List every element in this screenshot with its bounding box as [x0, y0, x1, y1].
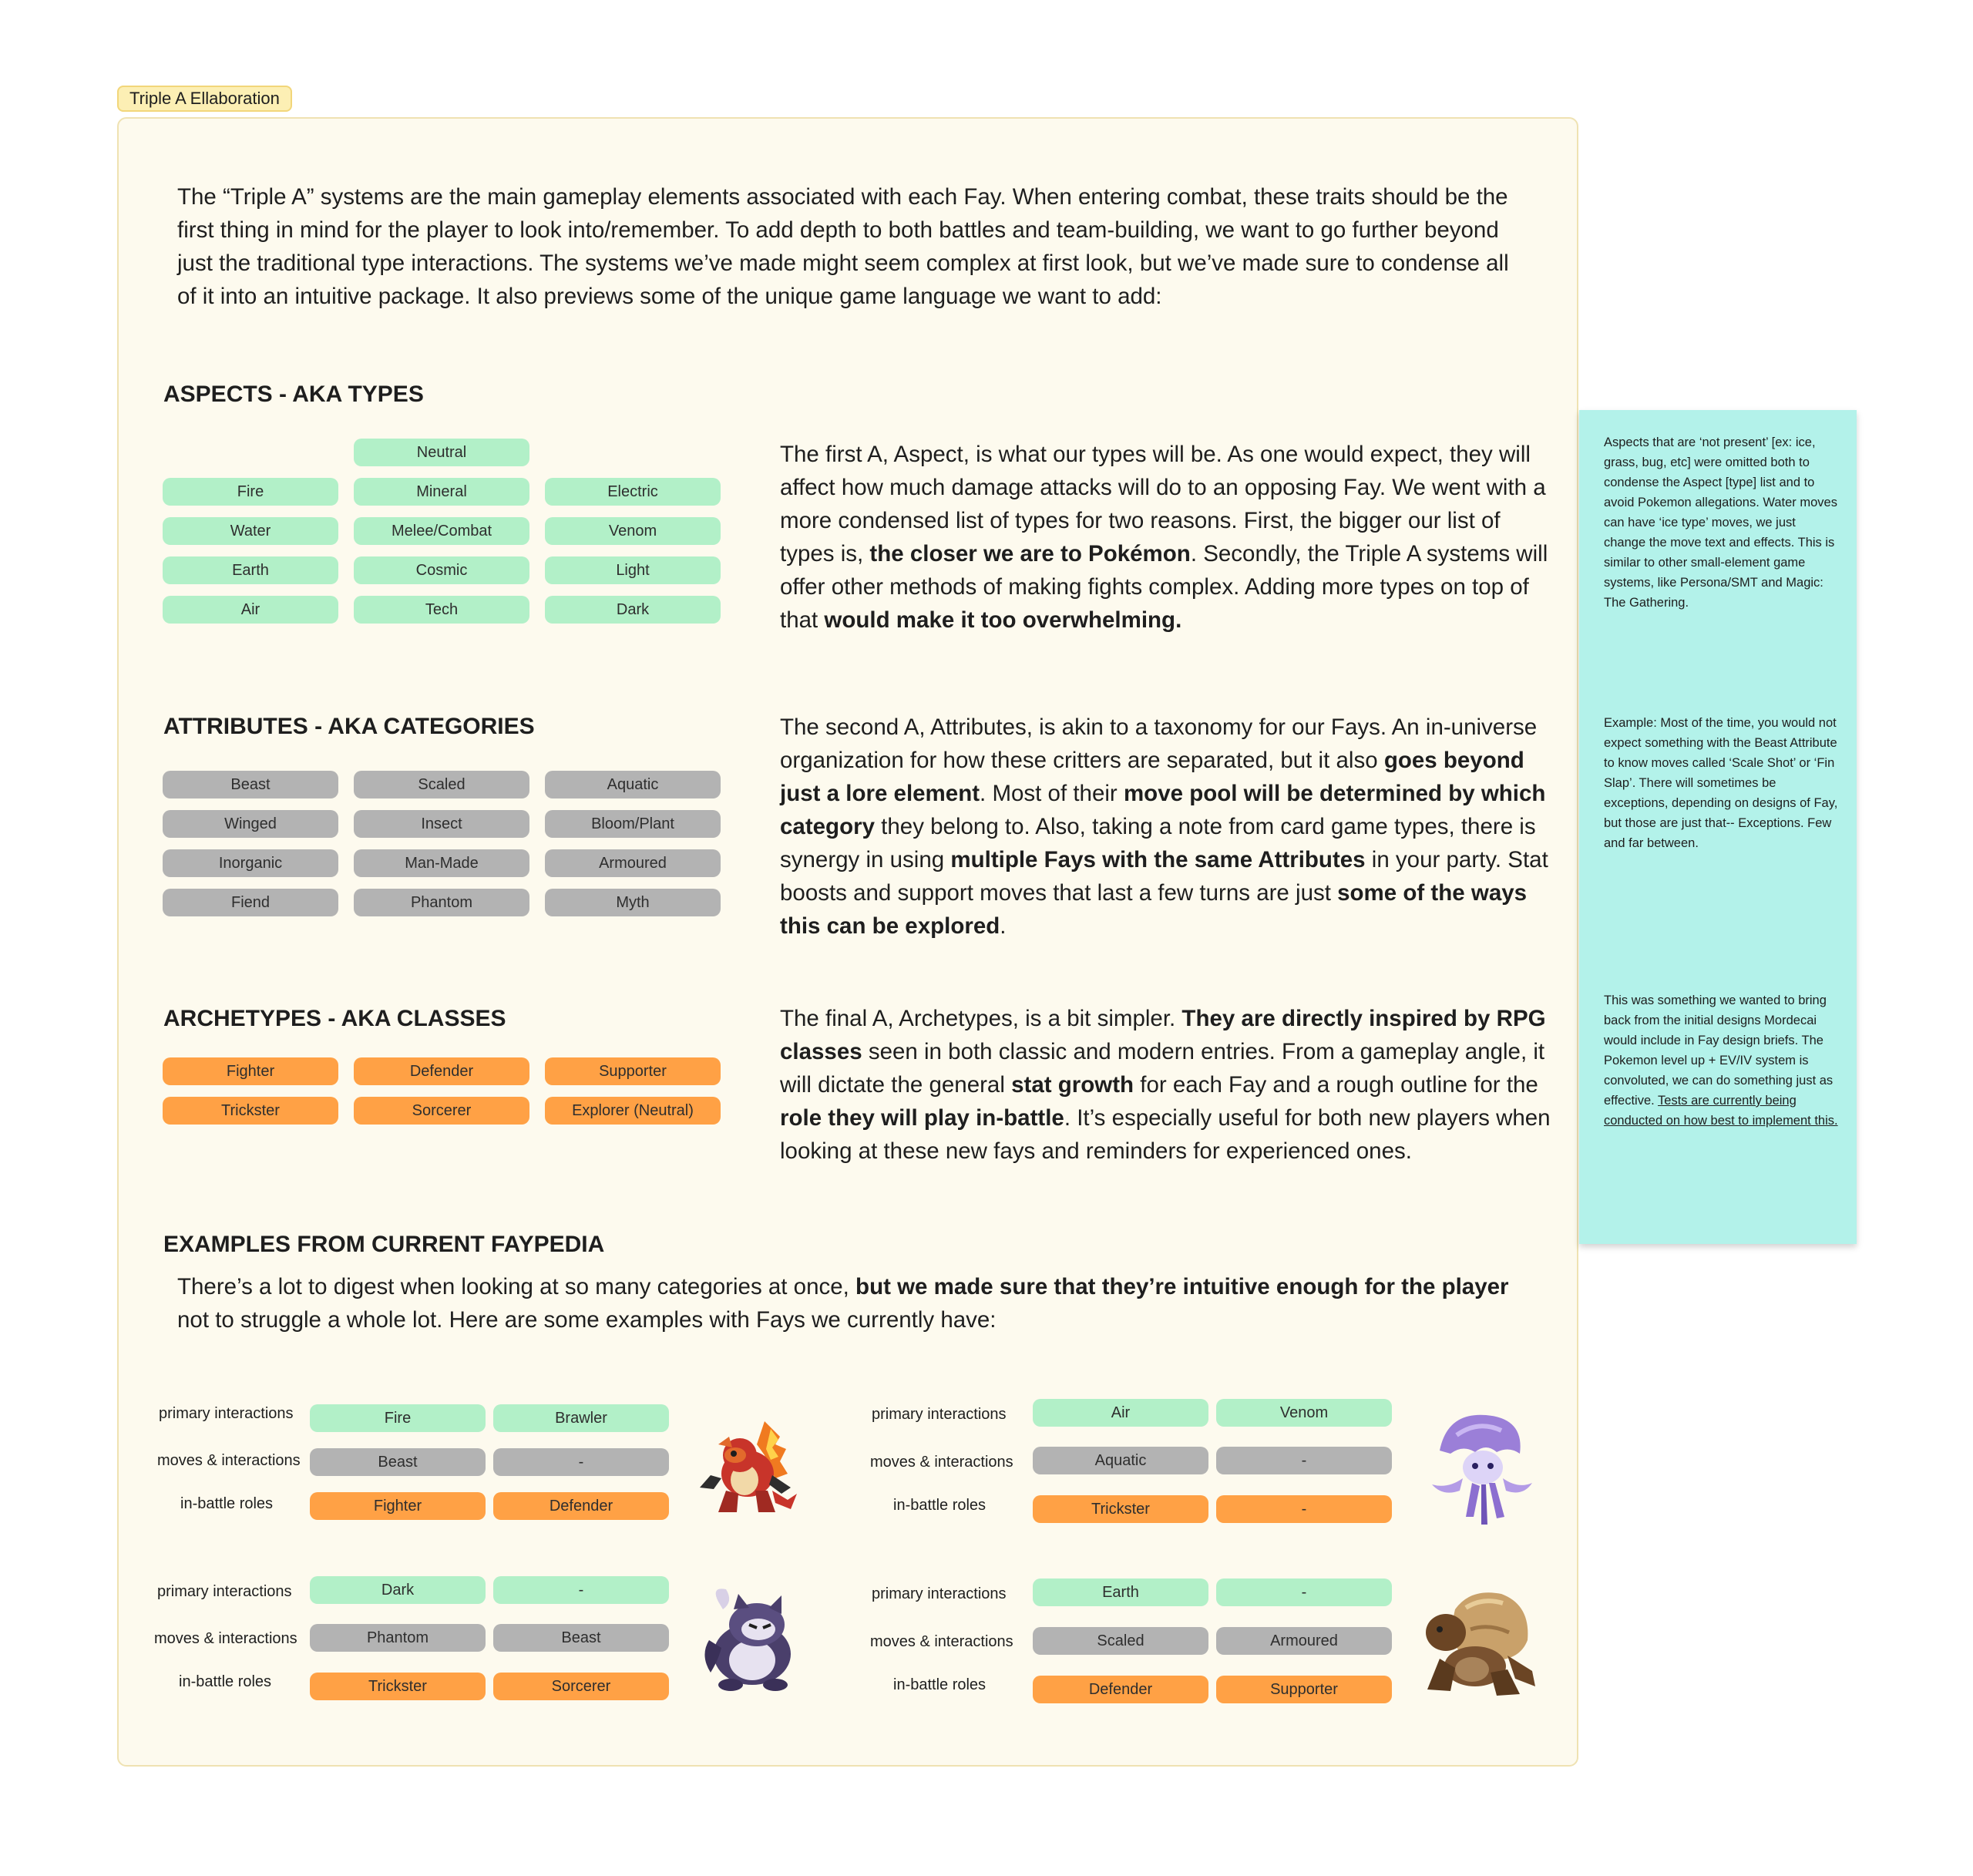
example-aspect-pill: Fire — [310, 1404, 486, 1432]
frame-label[interactable]: Triple A Ellaboration — [117, 86, 292, 112]
archetype-pill: Sorcerer — [354, 1097, 529, 1125]
attribute-pill: Bloom/Plant — [545, 810, 721, 838]
attributes-heading: ATTRIBUTES - AKA CATEGORIES — [163, 714, 535, 739]
example-aspect-pill: Venom — [1216, 1399, 1392, 1427]
aspects-heading: ASPECTS - AKA TYPES — [163, 382, 424, 407]
sticky-note[interactable] — [1579, 410, 1857, 1244]
row-label-moves: moves & interactions — [870, 1633, 1013, 1650]
aspect-pill: Cosmic — [354, 556, 529, 584]
example-aspect-pill: Brawler — [493, 1404, 669, 1432]
example-archetype-pill: Defender — [1033, 1676, 1208, 1703]
example-attribute-pill: Scaled — [1033, 1627, 1208, 1655]
example-aspect-pill: - — [1216, 1578, 1392, 1606]
sticky-note-link[interactable]: Tests are currently being conducted on how best to implement this. — [1604, 1094, 1838, 1128]
attribute-pill: Scaled — [354, 771, 529, 798]
archetypes-paragraph: The final A, Archetypes, is a bit simpler. They are directly inspired by RPG classes seen in both classic and modern entries. From a gameplay angle, it will dictate the general stat growth for each Fay and a rough outline for the role they will play in-battle. It’s especially useful for both new players when looking at these new fays and reminders for experienced ones. — [780, 1006, 1551, 1164]
row-label-roles: in-battle roles — [179, 1673, 272, 1690]
attribute-pill: Aquatic — [545, 771, 721, 798]
row-label-roles: in-battle roles — [893, 1497, 986, 1514]
archetype-pill: Trickster — [163, 1097, 338, 1125]
example-archetype-pill: Trickster — [310, 1673, 486, 1700]
attribute-pill: Man-Made — [354, 849, 529, 877]
row-label-primary: primary interactions — [159, 1405, 294, 1422]
attribute-pill: Myth — [545, 889, 721, 916]
aspect-pill: Tech — [354, 596, 529, 624]
aspect-pill: Neutral — [354, 439, 529, 466]
example-attribute-pill: Beast — [310, 1448, 486, 1476]
aspect-pill: Melee/Combat — [354, 517, 529, 545]
example-aspect-pill: Air — [1033, 1399, 1208, 1427]
row-label-moves: moves & interactions — [157, 1452, 301, 1469]
row-label-primary: primary interactions — [157, 1583, 292, 1600]
examples-heading: EXAMPLES FROM CURRENT FAYPEDIA — [163, 1232, 605, 1257]
example-archetype-pill: - — [1216, 1495, 1392, 1523]
aspect-pill: Dark — [545, 596, 721, 624]
example-attribute-pill: Beast — [493, 1624, 669, 1652]
archetypes-heading: ARCHETYPES - AKA CLASSES — [163, 1006, 506, 1031]
row-label-primary: primary interactions — [872, 1406, 1007, 1423]
ghost-cat-sprite — [695, 1586, 803, 1694]
attribute-pill: Winged — [163, 810, 338, 838]
aspect-pill: Water — [163, 517, 338, 545]
example-attribute-pill: - — [1216, 1447, 1392, 1474]
elaboration-frame — [117, 117, 1578, 1767]
attribute-pill: Beast — [163, 771, 338, 798]
attribute-pill: Armoured — [545, 849, 721, 877]
example-archetype-pill: Trickster — [1033, 1495, 1208, 1523]
fire-lizard-sprite — [695, 1414, 803, 1521]
example-archetype-pill: Sorcerer — [493, 1673, 669, 1700]
example-aspect-pill: Dark — [310, 1576, 486, 1604]
example-attribute-pill: Phantom — [310, 1624, 486, 1652]
attribute-pill: Fiend — [163, 889, 338, 916]
aspect-pill: Air — [163, 596, 338, 624]
aspects-paragraph: The first A, Aspect, is what our types will be. As one would expect, they will affect how much damage attacks will do to an opposing Fay. We went with a more condensed list of types for two reasons. First, the bigger our list of types is, the closer we are to Pokémon. Secondly, the Triple A systems will offer other methods of making fights complex. Adding more types on top of that would make it too overwhelming. — [780, 442, 1548, 633]
attribute-pill: Inorganic — [163, 849, 338, 877]
archetype-pill: Fighter — [163, 1057, 338, 1085]
aspect-pill: Fire — [163, 478, 338, 506]
sticky-note-attributes: Example: Most of the time, you would not expect something with the Beast Attribute to know moves called ‘Scale Shot’ or ‘Fin Slap’. There will sometimes be exceptions, depending on designs of Fay, but those are just that-- Exceptions. Few and far between. — [1604, 716, 1838, 850]
example-attribute-pill: Armoured — [1216, 1627, 1392, 1655]
aspect-pill: Light — [545, 556, 721, 584]
archetype-pill: Supporter — [545, 1057, 721, 1085]
row-label-moves: moves & interactions — [154, 1630, 297, 1647]
example-aspect-pill: Earth — [1033, 1578, 1208, 1606]
aspect-pill: Mineral — [354, 478, 529, 506]
row-label-roles: in-battle roles — [180, 1495, 274, 1512]
example-archetype-pill: Supporter — [1216, 1676, 1392, 1703]
example-aspect-pill: - — [493, 1576, 669, 1604]
intro-paragraph: The “Triple A” systems are the main gameplay elements associated with each Fay. When entering combat, these traits should be the first thing in mind for the player to look into/remember. To add depth to both battles and team-building, we want to go further beyond just the traditional type interactions. The systems we’ve made might seem complex at first look, but we’ve made sure to condense all of it into an intuitive package. It also previews some of the unique game language we want to add: — [177, 184, 1509, 309]
row-label-roles: in-battle roles — [893, 1676, 986, 1693]
attributes-paragraph: The second A, Attributes, is akin to a taxonomy for our Fays. An in-universe organization for how these critters are separated, but it also goes beyond just a lore element. Most of their move pool will be determined by which category they belong to. Also, taking a note from card game types, there is synergy in using multiple Fays with the same Attributes in your party. Stat boosts and support moves that last a few turns are just some of the ways this can be explored. — [780, 714, 1548, 939]
example-attribute-pill: - — [493, 1448, 669, 1476]
aspect-pill: Earth — [163, 556, 338, 584]
aspect-pill: Electric — [545, 478, 721, 506]
rock-golem-sprite — [1417, 1586, 1540, 1702]
example-archetype-pill: Fighter — [310, 1492, 486, 1520]
row-label-moves: moves & interactions — [870, 1454, 1013, 1471]
aspect-pill: Venom — [545, 517, 721, 545]
attribute-pill: Phantom — [354, 889, 529, 916]
examples-paragraph: There’s a lot to digest when looking at so many categories at once, but we made sure that they’re intuitive enough for the player not to struggle a whole lot. Here are some examples with Fays we currently have: — [177, 1274, 1509, 1333]
archetype-pill: Explorer (Neutral) — [545, 1097, 721, 1125]
jellyfish-sprite — [1417, 1404, 1540, 1528]
row-label-primary: primary interactions — [872, 1585, 1007, 1602]
attribute-pill: Insect — [354, 810, 529, 838]
example-archetype-pill: Defender — [493, 1492, 669, 1520]
sticky-note-aspects: Aspects that are ‘not present’ [ex: ice, grass, bug, etc] were omitted both to condense the Aspect [type] list and to avoid Pokemon allegations. Water moves can have ‘ice type’ moves, we just change the move text and effects. This is similar to other small-element game systems, like Persona/SMT and Magic: The Gathering. — [1604, 435, 1837, 610]
sticky-note-archetypes: This was something we wanted to bring back from the initial designs Mordecai would include in Fay design briefs. The Pokemon level up + EV/IV system is convoluted, we can do something just as effective. Tests are currently being conducted on how best to implement this. — [1604, 993, 1838, 1128]
archetype-pill: Defender — [354, 1057, 529, 1085]
example-attribute-pill: Aquatic — [1033, 1447, 1208, 1474]
